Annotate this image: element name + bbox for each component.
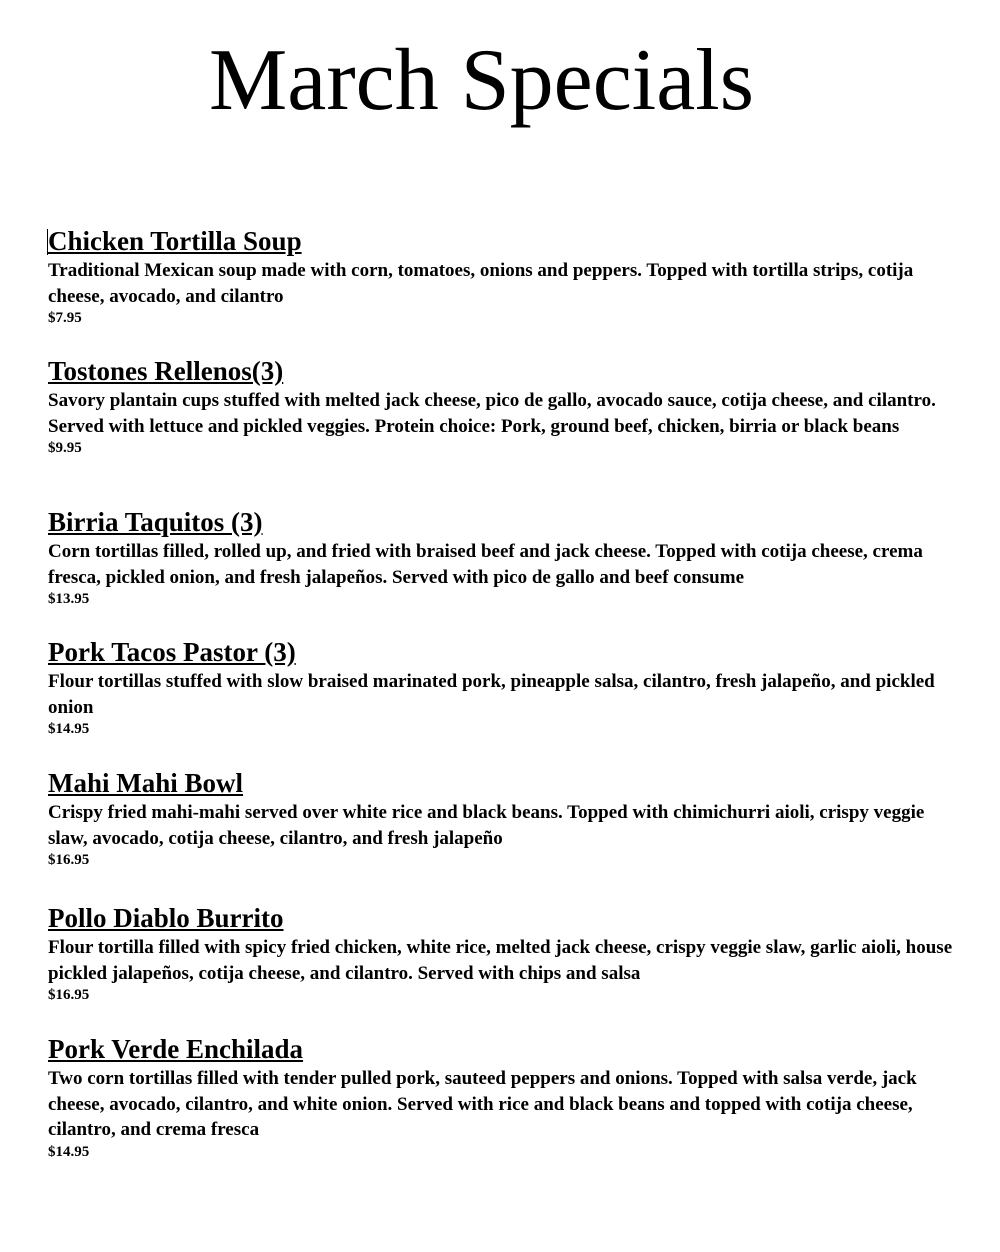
item-description: Savory plantain cups stuffed with melted jack cheese, pico de gallo, avocado sauce, cotija cheese, and cilantro. Served with lettuce and pickled veggies. Protein choice: Pork, ground beef, chicken, birria or black beans [48, 390, 936, 437]
text-cursor [47, 229, 48, 255]
menu-item-birria-taquitos [48, 505, 968, 608]
item-name: Pork Verde Enchilada [48, 1034, 304, 1064]
item-name: Pork Tacos Pastor (3) [48, 637, 296, 667]
item-name: Mahi Mahi Bowl [48, 768, 244, 798]
item-description: Two corn tortillas filled with tender pulled pork, sauteed peppers and onions. Topped with salsa verde, jack cheese, avocado, cilantro, and white onion. Served with rice and black beans and topped with cotija cheese, cilantro, and crema fresca [48, 1068, 917, 1140]
item-name: Tostones Rellenos(3) [48, 356, 284, 386]
item-description: Traditional Mexican soup made with corn, tomatoes, onions and peppers. Topped with tortilla strips, cotija cheese, avocado, and cilantro [48, 260, 914, 307]
menu-item-mahi-mahi-bowl [48, 766, 968, 869]
item-name: Birria Taquitos (3) [48, 507, 263, 537]
menu-item-pork-verde-enchilada [48, 1032, 968, 1161]
item-price: $14.95 [48, 1143, 90, 1160]
item-price: $9.95 [48, 440, 82, 456]
menu-item-tostones-rellenos [48, 354, 968, 457]
item-name: Chicken Tortilla Soup [48, 226, 302, 256]
menu-item-pork-tacos-pastor [48, 635, 968, 738]
menu-item-pollo-diablo-burrito [48, 901, 968, 1004]
item-description: Flour tortillas stuffed with slow braised marinated pork, pineapple salsa, cilantro, fresh jalapeño, and pickled onion [48, 671, 935, 718]
item-price: $13.95 [48, 591, 90, 607]
item-price: $16.95 [48, 987, 90, 1003]
item-description: Corn tortillas filled, rolled up, and fried with braised beef and jack cheese. Topped with cotija cheese, crema fresca, pickled onion, and fresh jalapeños. Served with pico de gallo and beef consume [48, 541, 923, 588]
item-price: $14.95 [48, 721, 90, 737]
item-price: $16.95 [48, 852, 90, 868]
page-title: March Specials [209, 32, 754, 129]
item-price: $7.95 [48, 310, 82, 326]
item-name: Pollo Diablo Burrito [48, 903, 284, 933]
menu-item-chicken-tortilla-soup [48, 224, 968, 327]
item-description: Flour tortilla filled with spicy fried chicken, white rice, melted jack cheese, crispy veggie slaw, garlic aioli, house pickled jalapeños, cotija cheese, and cilantro. Served with chips and salsa [48, 937, 953, 984]
item-description: Crispy fried mahi-mahi served over white rice and black beans. Topped with chimichurri aioli, crispy veggie slaw, avocado, cotija cheese, cilantro, and fresh jalapeño [48, 802, 925, 849]
